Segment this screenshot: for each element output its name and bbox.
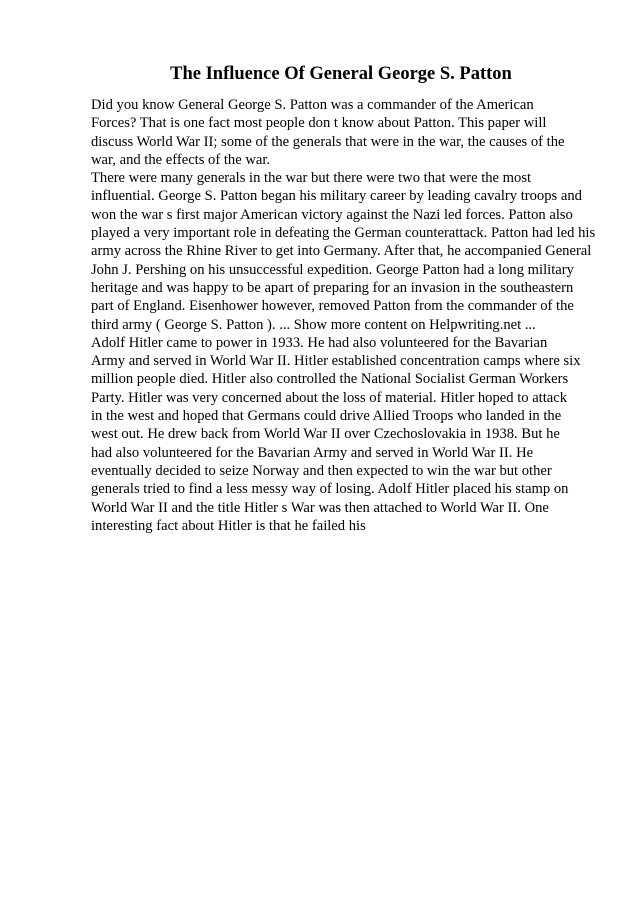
body-line: Forces? That is one fact most people don t know about Patton. This paper will	[91, 115, 547, 132]
body-line: eventually decided to seize Norway and then expected to win the war but other	[91, 462, 552, 479]
body-line: There were many generals in the war but there were two that were the most	[91, 170, 532, 187]
body-line: part of England. Eisenhower however, removed Patton from the commander of the	[91, 298, 574, 315]
body-line: Army and served in World War II. Hitler established concentration camps where six	[91, 353, 581, 370]
body-line: Adolf Hitler came to power in 1933. He had also volunteered for the Bavarian	[91, 334, 548, 351]
body-line: John J. Pershing on his unsuccessful expedition. George Patton had a long military	[91, 261, 574, 278]
body-line: heritage and was happy to be apart of preparing for an invasion in the southeastern	[91, 279, 574, 296]
body-line: in the west and hoped that Germans could drive Allied Troops who landed in the	[91, 408, 562, 425]
document-title: The Influence Of General George S. Patton	[170, 64, 512, 84]
body-line: had also volunteered for the Bavarian Army and served in World War II. He	[91, 444, 534, 461]
body-line: million people died. Hitler also controlled the National Socialist German Workers	[91, 371, 569, 388]
body-line: third army ( George S. Patton ). ... Show more content on Helpwriting.net ...	[91, 316, 536, 333]
document-body	[91, 96, 595, 535]
body-line: played a very important role in defeating the German counterattack. Patton had led his	[91, 225, 596, 242]
body-line: generals tried to find a less messy way of losing. Adolf Hitler placed his stamp on	[91, 481, 569, 498]
body-line: won the war s first major American victory against the Nazi led forces. Patton also	[91, 206, 573, 223]
body-line: west out. He drew back from World War II over Czechoslovakia in 1938. But he	[91, 426, 560, 443]
body-line: Did you know General George S. Patton was a commander of the American	[91, 97, 534, 113]
body-line: interesting fact about Hitler is that he failed his	[91, 517, 366, 534]
body-line: World War II and the title Hitler s War was then attached to World War II. One	[91, 499, 549, 516]
body-line: discuss World War II; some of the generals that were in the war, the causes of the	[91, 133, 565, 150]
body-line: Party. Hitler was very concerned about the loss of material. Hitler hoped to attack	[91, 389, 568, 406]
body-line: army across the Rhine River to get into Germany. After that, he accompanied General	[91, 243, 592, 260]
body-line: war, and the effects of the war.	[91, 151, 271, 168]
body-line: influential. George S. Patton began his military career by leading cavalry troops and	[91, 188, 582, 205]
